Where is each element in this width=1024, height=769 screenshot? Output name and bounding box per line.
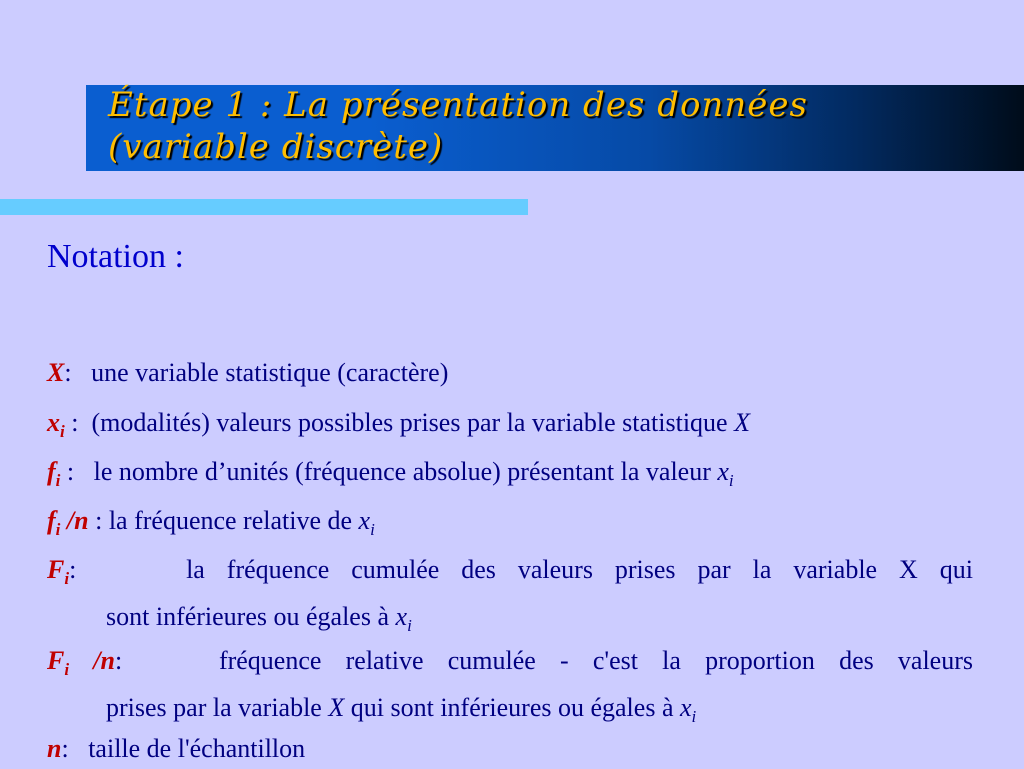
notation-xi bbox=[47, 403, 973, 452]
notation-X-symbol: X bbox=[47, 358, 65, 387]
notation-Fin-desc-line-1: fréquence relative cumulée - c'est la proportion des valeurs bbox=[218, 646, 973, 675]
notation-Fi-desc-line-2: sont inférieures ou égales à bbox=[106, 602, 390, 631]
notation-Fi-subscript: i bbox=[64, 569, 70, 588]
notation-heading: Notation : bbox=[47, 238, 184, 275]
notation-Fi-separator: : bbox=[69, 555, 77, 584]
notation-fi bbox=[47, 452, 973, 501]
notation-Fin-symbol-n: /n bbox=[69, 646, 115, 675]
notation-Fin-separator: : bbox=[114, 646, 123, 675]
notation-Fin-variable-subscript: i bbox=[691, 707, 697, 726]
notation-fi-separator: : bbox=[60, 457, 75, 486]
notation-Fi-variable: x bbox=[395, 602, 408, 631]
notation-X bbox=[47, 353, 973, 393]
notation-fin bbox=[47, 501, 973, 550]
notation-Fin-variable-X: X bbox=[328, 693, 345, 722]
notation-fin-variable-subscript: i bbox=[370, 520, 375, 539]
slide-title-line-1: Étape 1 : La présentation des données bbox=[108, 85, 808, 125]
slide-title-line-2: (variable discrète) bbox=[108, 127, 444, 167]
slide-title bbox=[108, 84, 988, 168]
notation-xi-variable: X bbox=[734, 408, 750, 437]
notation-n bbox=[47, 729, 973, 769]
notation-Fin-subscript: i bbox=[64, 660, 70, 679]
accent-line bbox=[0, 199, 528, 215]
notation-xi-desc: (modalités) valeurs possibles prises par la variable statistique bbox=[91, 408, 728, 437]
notation-Fi-symbol: F bbox=[47, 555, 65, 584]
notation-Fin bbox=[47, 641, 973, 737]
notation-xi-subscript: i bbox=[60, 422, 65, 441]
notation-X-separator: : bbox=[64, 358, 72, 387]
notation-xi-symbol: x bbox=[47, 408, 60, 437]
notation-fi-subscript: i bbox=[55, 471, 61, 490]
notation-xi-separator: : bbox=[64, 408, 79, 437]
notation-Fin-symbol: F bbox=[47, 646, 65, 675]
notation-Fin-desc-line-2a: prises par la variable bbox=[106, 693, 322, 722]
notation-Fi bbox=[47, 550, 973, 646]
notation-fin-variable: x bbox=[358, 506, 371, 535]
notation-n-separator: : bbox=[61, 734, 69, 763]
notation-fi-variable: x bbox=[717, 457, 729, 486]
notation-fin-subscript: i bbox=[55, 520, 61, 539]
notation-fi-symbol: f bbox=[47, 457, 56, 486]
notation-Fi-variable-subscript: i bbox=[407, 616, 412, 635]
notation-Fin-variable: x bbox=[679, 693, 692, 722]
notation-fi-desc: le nombre d’unités (fréquence absolue) présentant la valeur bbox=[93, 457, 711, 486]
notation-fin-symbol: f bbox=[47, 506, 56, 535]
notation-fi-variable-subscript: i bbox=[728, 471, 734, 490]
notation-fin-desc: : la fréquence relative de bbox=[95, 506, 353, 535]
notation-Fin-desc-line-2b: qui sont inférieures ou égales à bbox=[350, 693, 674, 722]
notation-fin-symbol-n: /n bbox=[60, 506, 89, 535]
notation-Fi-desc-line-1: la fréquence cumulée des valeurs prises par la variable X qui bbox=[186, 555, 973, 584]
notation-n-desc: taille de l'échantillon bbox=[88, 734, 306, 763]
notation-n-symbol: n bbox=[47, 734, 62, 763]
notation-X-desc: une variable statistique (caractère) bbox=[91, 358, 449, 387]
